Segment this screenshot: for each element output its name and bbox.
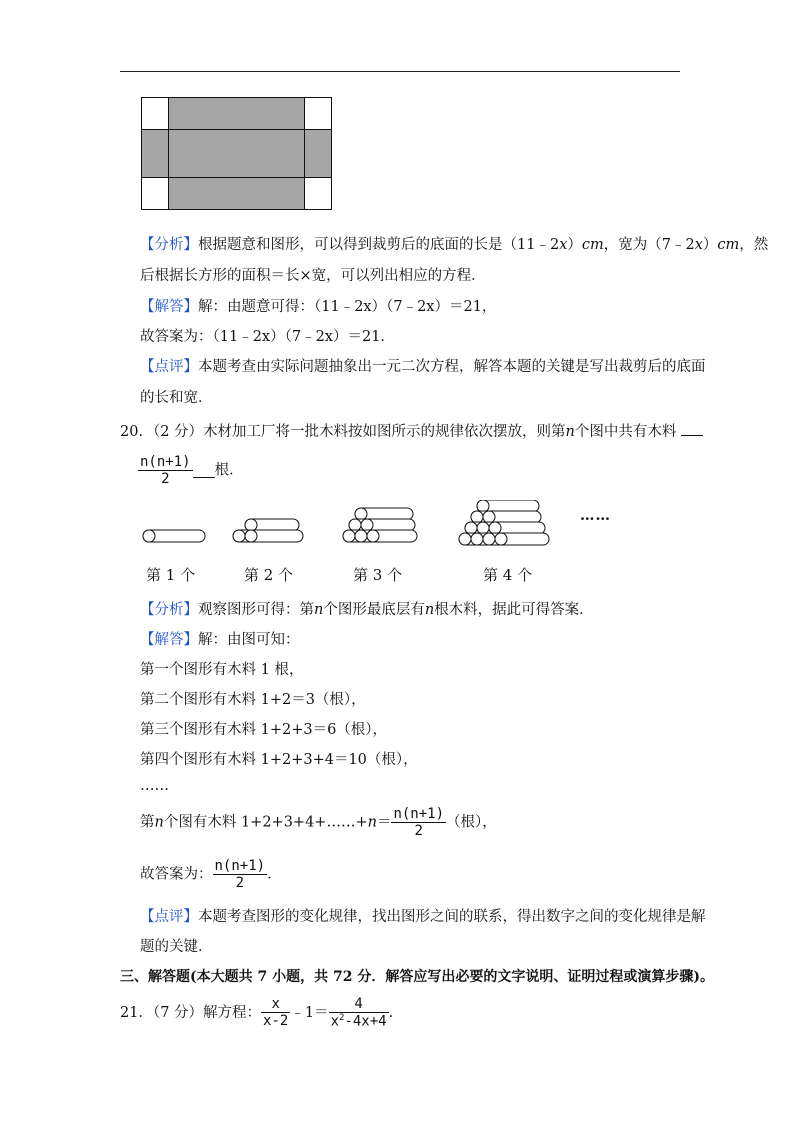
fraction: $\frac{n(n+1)}{2}$ — [140, 454, 191, 488]
fraction: $\frac{4}{x^2-4x+4}$ — [330, 996, 387, 1030]
fraction: $\frac{n(n+1)}{2}$ — [393, 806, 445, 840]
q20-line-1: 第一个图形有木料 1 根， — [140, 662, 304, 678]
log-stack-figures — [135, 500, 655, 558]
q20-nth-line: 第n个图有木料 1+2+3+4+……+n＝ $\frac{n(n+1)}{2}$ （根）， — [140, 806, 497, 840]
q19-answer-line2: 故答案为：（11﹣2x）（7﹣2x）＝21． — [140, 329, 395, 345]
q20-answer-blank: $\frac{n(n+1)}{2}$ 根． — [140, 454, 244, 488]
box-net-figure — [141, 97, 333, 211]
q19-answer-line1: 【解答】解：由题意可得：（11﹣2x）（7﹣2x）＝21， — [140, 299, 497, 315]
answer-tag: 【解答】 — [140, 299, 198, 315]
analysis-tag: 【分析】 — [140, 602, 198, 618]
q20-comment-line1: 【点评】本题考查图形的变化规律，找出图形之间的联系，得出数字之间的变化规律是解 — [140, 909, 706, 925]
q19-analysis-line2: 后根据长方形的面积＝长×宽，可以列出相应的方程． — [140, 268, 486, 284]
q20-line-2: 第二个图形有木料 1+2＝3（根）， — [140, 692, 366, 708]
fraction: $\frac{n(n+1)}{2}$ — [214, 858, 266, 892]
q20-final-answer: 故答案为： $\frac{n(n+1)}{2}$ ． — [140, 858, 282, 892]
comment-tag: 【点评】 — [140, 909, 198, 925]
q20-line-5: …… — [140, 778, 169, 794]
q20-stem: 20．（2 分）木材加工厂将一批木料按如图所示的规律依次摆放，则第n个图中共有木料 — [120, 420, 703, 441]
q19-comment-line1: 【点评】本题考查由实际问题抽象出一元二次方程，解答本题的关键是写出裁剪后的底面 — [140, 359, 706, 375]
header-rule — [120, 71, 680, 72]
analysis-tag: 【分析】 — [140, 237, 198, 253]
q21-stem: 21．（7 分）解方程： $\frac{x}{x-2}$ ﹣1＝ $\frac{4}{x^2-4x+4}$ ． — [120, 996, 404, 1030]
figure-label-1: 第 1 个 — [146, 566, 196, 584]
q20-line-4: 第四个图形有木料 1+2+3+4＝10（根）， — [140, 752, 418, 768]
q19-analysis-line1: 【分析】根据题意和图形，可以得到裁剪后的底面的长是（11﹣2x）cm，宽为（7﹣2x）cm，然 — [140, 237, 769, 253]
q20-comment-line2: 题的关键． — [140, 939, 213, 955]
figure-label-2: 第 2 个 — [244, 566, 294, 584]
answer-tag: 【解答】 — [140, 632, 198, 648]
section-heading: 三、解答题(本大题共 7 小题，共 72 分．解答应写出必要的文字说明、证明过程或演算步骤)。 — [120, 969, 714, 985]
figure-label-4: 第 4 个 — [483, 566, 533, 584]
figures-ellipsis: …… — [580, 507, 611, 524]
q19-comment-line2: 的长和宽． — [140, 390, 213, 406]
q20-line-3: 第三个图形有木料 1+2+3＝6（根）， — [140, 722, 388, 738]
fraction: $\frac{x}{x-2}$ — [263, 996, 289, 1030]
q20-answer-line1: 【解答】解：由图可知： — [140, 632, 300, 648]
figure-label-3: 第 3 个 — [353, 566, 403, 584]
q20-analysis: 【分析】观察图形可得：第n个图形最底层有n根木料，据此可得答案． — [140, 602, 594, 618]
comment-tag: 【点评】 — [140, 359, 198, 375]
